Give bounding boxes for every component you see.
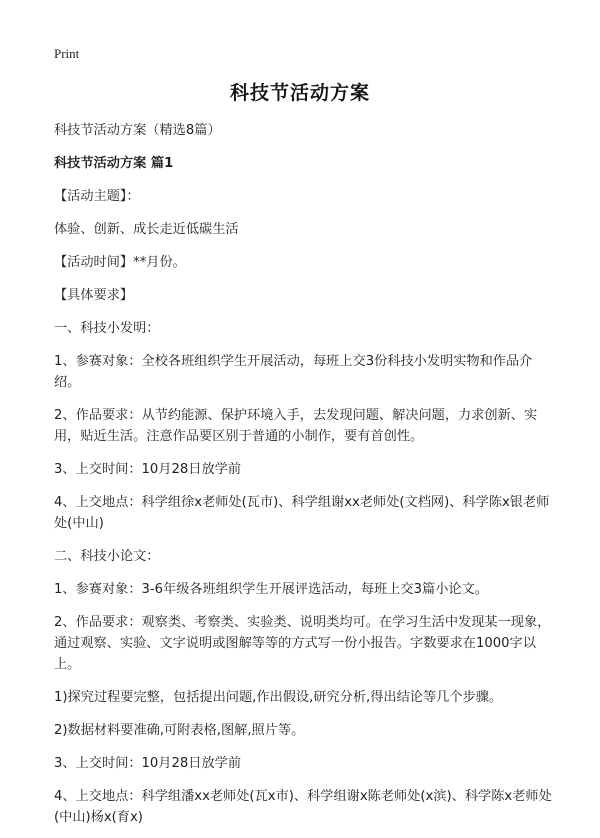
paragraph: 【活动主题】： <box>54 189 140 204</box>
paragraph-subtitle: 科技节活动方案（精选8篇） <box>54 123 221 138</box>
paragraph: 1、参赛对象：全校各班组织学生开展活动，每班上交3份科技小发明实物和作品介绍。 <box>54 354 533 390</box>
paragraph: 3、上交时间：10月28日放学前 <box>54 462 242 477</box>
paragraph: 1、参赛对象：3-6年级各班组织学生开展评选活动，每班上交3篇小论文。 <box>54 582 488 597</box>
paragraph: 4、上交地点：科学组徐x老师处(瓦市)、科学组谢xx老师处(文档网)、科学陈x银老师处(中山) <box>54 495 550 531</box>
paragraph: 二、科技小论文： <box>54 549 160 564</box>
paragraph: 1)探究过程要完整，包括提出问题,作出假设,研究分析,得出结论等几个步骤。 <box>54 690 503 705</box>
paragraph: 2)数据材料要准确,可附表格,图解,照片等。 <box>54 723 305 738</box>
document-title: 科技节活动方案 <box>229 82 370 104</box>
section-heading: 科技节活动方案 篇1 <box>54 156 174 171</box>
paragraph: 2、作品要求：从节约能源、保护环境入手，去发现问题、解决问题，力求创新、实用，贴近生活。注意作品要区别于普通的小制作，要有首创性。 <box>54 408 538 444</box>
paragraph: 体验、创新、成长走近低碳生活 <box>54 222 239 237</box>
print-label: Print <box>54 46 80 61</box>
paragraph: 2、作品要求：观察类、考察类、实验类、说明类均可。在学习生活中发现某一现象，通过观察、实验、文字说明或图解等等的方式写一份小报告。字数要求在1000字以上。 <box>54 615 551 672</box>
paragraph: 【具体要求】 <box>54 288 134 303</box>
paragraph: 一、科技小发明： <box>54 321 160 336</box>
document-body <box>54 120 554 838</box>
paragraph: 【活动时间】**月份。 <box>54 255 186 270</box>
paragraph: 4、上交地点：科学组潘xx老师处(瓦x市)、科学组谢x陈老师处(x滨)、科学陈x老师处(中山)杨x(育x) <box>54 789 552 825</box>
paragraph: 3、上交时间：10月28日放学前 <box>54 756 242 771</box>
